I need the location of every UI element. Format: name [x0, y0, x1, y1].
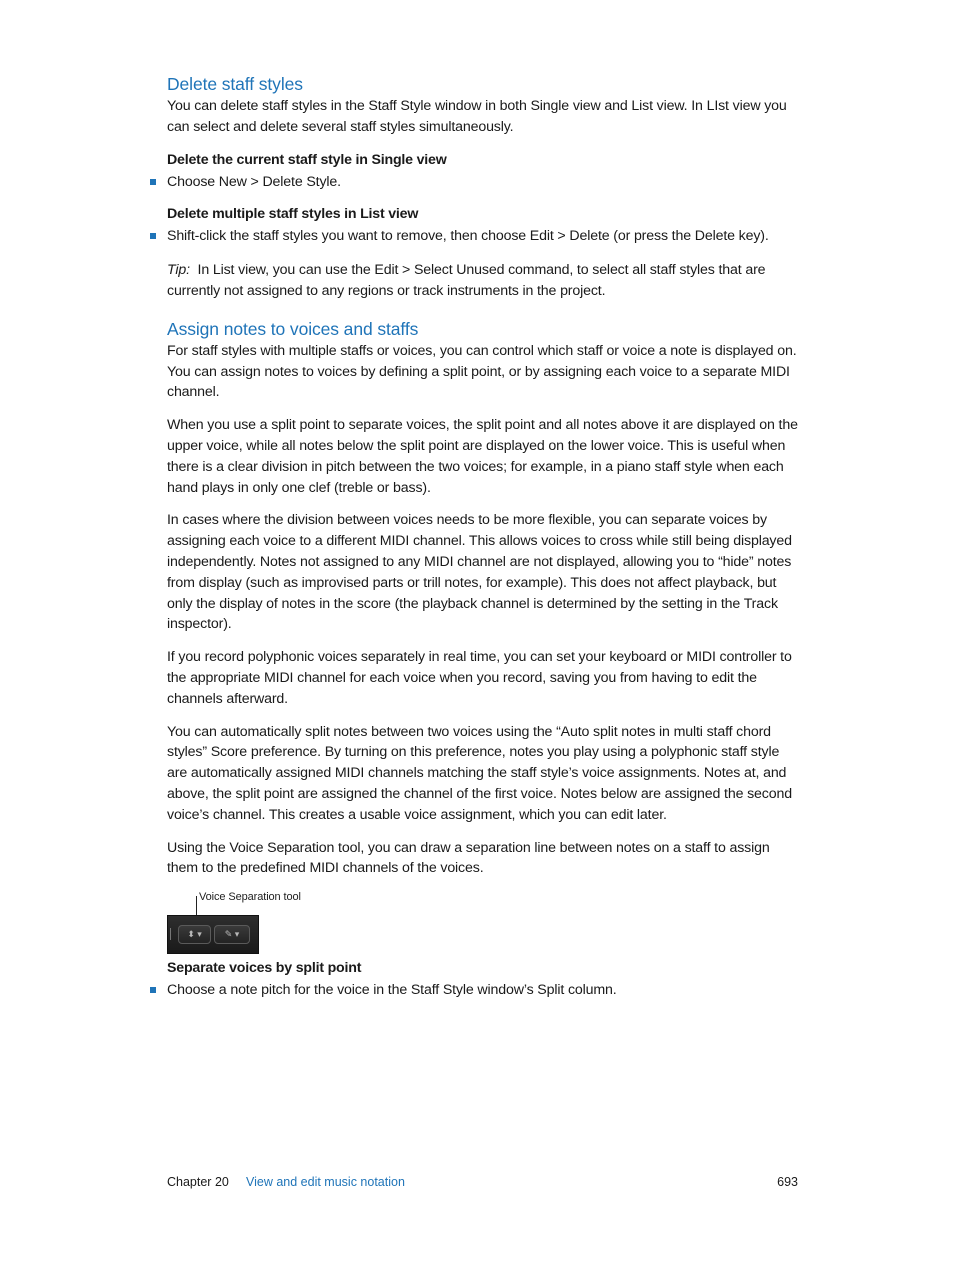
toolbar-edge-divider [170, 928, 171, 940]
body-paragraph: Using the Voice Separation tool, you can draw a separation line between notes on a staff to assign them to the predefined MIDI channels of the voices. [167, 839, 770, 877]
task-title-list-view: Delete multiple staff styles in List view [167, 206, 419, 223]
task-step-single-view [167, 172, 799, 193]
pencil-tool-icon: ✎ ▾ [214, 925, 250, 944]
body-paragraph: If you record polyphonic voices separately in real time, you can set your keyboard or MIDI controller to the appropriate MIDI channel for each voice when you record, saving you from having to edit the channels afterward. [167, 649, 792, 707]
body-paragraph: When you use a split point to separate voices, the split point and all notes above it are displayed on the upper voice, while all notes below the split point are displayed on the lower voice. This is useful when there is a clear division in pitch between the two voices; for example, in a piano staff style when each hand plays in only one clef (treble or bass). [167, 417, 798, 496]
figure-callout-label: Voice Separation tool [199, 891, 301, 904]
bullet-square-icon [150, 987, 156, 993]
bullet-square-icon [150, 179, 156, 185]
body-paragraph: You can automatically split notes between two voices using the “Auto split notes in multi staff chord styles” Score preference. By turning on this preference, notes you play using a polyphonic staff style are automatically assigned MIDI channels matching the staff style’s voice assignments. Notes at, and above, the split point are assigned the channel of the first voice. Notes below are assigned the second voice’s channel. This creates a usable voice assignment, which you can edit later. [167, 723, 792, 823]
task-title-split-point: Separate voices by split point [167, 960, 362, 977]
section1-intro: You can delete staff styles in the Staff Style window in both Single view and List view. In LIst view you can select and delete several staff styles simultaneously. [167, 98, 787, 135]
section-heading-delete-staff-styles: Delete staff styles [167, 74, 303, 94]
task-step-text: Choose New > Delete Style. [167, 173, 341, 190]
voice-separation-tool-figure [167, 891, 327, 955]
tip-paragraph [167, 260, 799, 302]
body-paragraph: For staff styles with multiple staffs or voices, you can control which staff or voice a note is displayed on. You can assign notes to voices by defining a split point, or by assigning each voice to a separate MIDI channel. [167, 342, 797, 401]
bullet-square-icon [150, 233, 156, 239]
task-step-split-point [167, 980, 799, 1001]
footer-page-number: 693 [777, 1175, 798, 1189]
task-step-list-view [167, 226, 799, 247]
page-content [167, 73, 799, 1001]
task-step-text: Choose a note pitch for the voice in the Staff Style window’s Split column. [167, 982, 617, 999]
task-title-single-view: Delete the current staff style in Single view [167, 151, 447, 168]
tip-text: In List view, you can use the Edit > Select Unused command, to select all staff styles that are currently not assigned to any regions or track instruments in the project. [167, 262, 766, 299]
page-footer [167, 1173, 799, 1191]
toolbar-screenshot [167, 915, 259, 954]
footer-chapter-title-link[interactable]: View and edit music notation [246, 1175, 405, 1189]
section-heading-assign-notes: Assign notes to voices and staffs [167, 318, 419, 339]
body-paragraph: In cases where the division between voices needs to be more flexible, you can separate voices by assigning each voice to a different MIDI channel. This allows voices to cross while still being displayed independently. Notes not assigned to any MIDI channel are not displayed, allowing you to “hide” notes from display (such as improvised parts or trill notes, for example). This does not affect playback, but only the display of notes in the score (the playback channel is determined by the setting in the Track inspector). [167, 512, 792, 633]
footer-chapter-label: Chapter 20 [167, 1175, 229, 1189]
voice-separation-tool-icon: ⬍ ▾ [178, 925, 211, 944]
tip-label: Tip: [167, 262, 190, 279]
task-step-text: Shift-click the staff styles you want to remove, then choose Edit > Delete (or press the Delete key). [167, 228, 769, 245]
